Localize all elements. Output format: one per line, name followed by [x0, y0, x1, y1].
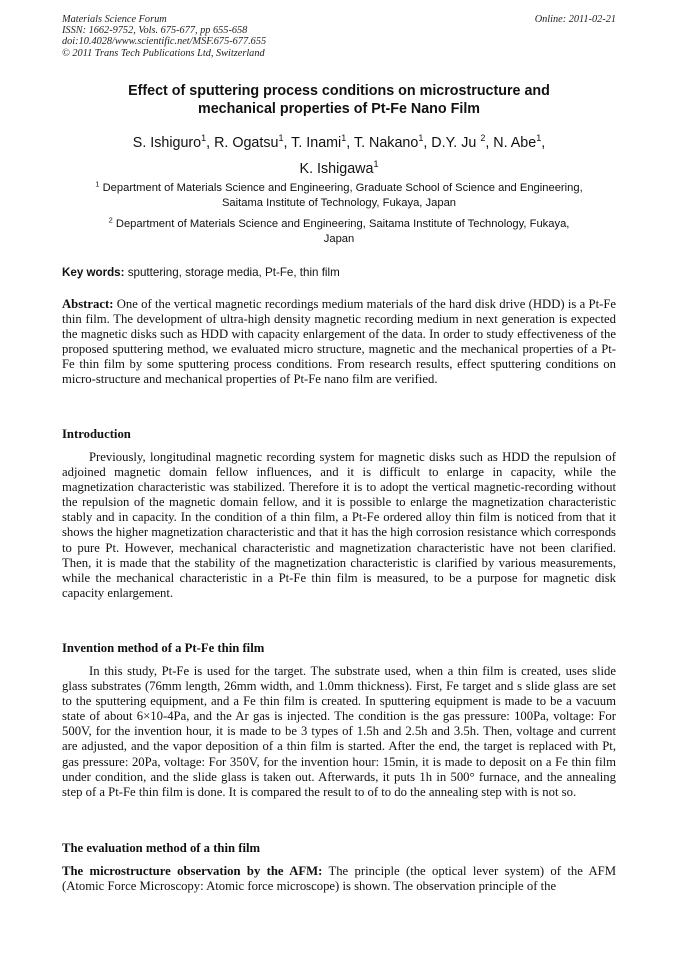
- author-affiliation-mark: 1: [278, 133, 284, 144]
- evaluation-heading: The evaluation method of a thin film: [62, 841, 261, 855]
- author-affiliation-mark: 1: [418, 133, 424, 144]
- author: D.Y. Ju: [431, 135, 477, 151]
- author-affiliation-mark: 2: [480, 133, 486, 144]
- introduction-heading: Introduction: [62, 427, 131, 441]
- author: S. Ishiguro: [132, 135, 202, 151]
- author: R. Ogatsu: [214, 135, 279, 151]
- journal-issn: ISSN: 1662-9752, Vols. 675-677, pp 655-658: [62, 25, 248, 37]
- affiliation-number: 2: [108, 215, 113, 225]
- title-line-2: mechanical properties of Pt-Fe Nano Film: [197, 101, 481, 117]
- author-list: [62, 130, 616, 182]
- author: K. Ishigawa: [299, 161, 374, 177]
- journal-doi: doi:10.4028/www.scientific.net/MSF.675-677.655: [62, 36, 267, 48]
- introduction-text: Previously, longitudinal magnetic recording system for magnetic disks such as HDD the repulsion of adjoined magnetic domain fellow influences, and it is difficult to enlarge in capacity, while the magnetization characteristic was stabilized. Therefore it is to adopt the vertical magnetic-recording without the repulsion of the magnetic domain fellow, and it is possible to enlarge the magnetization characteristic stably and in capacity. In the condition of a thin film, a Pt-Fe ordered alloy thin film is noticed from that it shows the higher magnetization characteristic and that it has the high corrosion resistance which corresponds to pure Pt. However, mechanical characteristic and magnetization characteristic have not been clarified. Then, it is made that the stability of the magnetization characteristic is clarified by various measurements, while the mechanical characteristic in a Pt-Fe thin film is measured, to be a purpose for magnetic disk capacity enlargement.: [62, 450, 616, 600]
- abstract: [62, 297, 616, 388]
- title-line-1: Effect of sputtering process conditions on microstructure and: [128, 83, 550, 99]
- author-affiliation-mark: 1: [373, 159, 379, 170]
- affiliation-2: [62, 217, 616, 246]
- abstract-label: Abstract:: [62, 297, 114, 311]
- affiliation-1: [62, 181, 616, 210]
- journal-copyright: © 2011 Trans Tech Publications Ltd, Switzerland: [62, 47, 265, 59]
- invention-text: In this study, Pt-Fe is used for the target. The substrate used, when a thin film is created, uses slide glass substrates (76mm length, 26mm width, and 1.0mm thickness). First, Fe target and s slide glass are set to the sputtering equipment, and a Fe thin film is created. In sputtering equipment is made to be a vacuum state of about 6×10-4Pa, and the Ar gas is injected. The condition is the gas pressure: 100Pa, voltage: For 500V, for the invention hour, it is made to be 3 types of 1.5h and 2.5h and 3.5h. Then, voltage and current are adjusted, and the vapor deposition of a thin film is started. After the end, the target is replaced with Pt, gas pressure: 20Pa, voltage: For 350V, for the invention hour: 15min, it is made to deposit on a Fe thin film under condition, and the slide glass is taken out. Afterwards, it puts 1h in 500° furnace, and the annealing step of a Pt-Fe thin film is done. It is compared the result to of to do the annealing step with is not so.: [62, 664, 616, 799]
- author-affiliation-mark: 1: [341, 133, 347, 144]
- evaluation-body: The principle (the optical lever system) of the AFM (Atomic Force Microscopy: Atomic force microscope) is shown. The observation principle of the: [62, 864, 616, 894]
- invention-heading: Invention method of a Pt-Fe thin film: [62, 641, 265, 655]
- affiliation-line: Department of Materials Science and Engineering, Graduate School of Science and Engineering,: [102, 182, 583, 194]
- keywords-text: sputtering, storage media, Pt-Fe, thin film: [127, 266, 340, 279]
- online-date: Online: 2011-02-21: [534, 14, 616, 25]
- affiliation-line: Saitama Institute of Technology, Fukaya, Japan: [221, 196, 457, 209]
- author: N. Abe: [493, 135, 537, 151]
- affiliation-line: Japan: [323, 232, 355, 245]
- paper-title: [62, 82, 616, 118]
- journal-header: [62, 14, 616, 59]
- journal-name: Materials Science Forum: [62, 14, 167, 25]
- author-affiliation-mark: 1: [536, 133, 542, 144]
- author: T. Nakano: [353, 135, 419, 151]
- author: T. Inami: [291, 135, 342, 151]
- evaluation-text: [62, 864, 616, 894]
- author-line-1: S. Ishiguro$^1$, R. Ogatsu$^1$, T. Inami$^1$, T. Nakano$^1$, D.Y. Ju $^2$, N. Abe$^1$,: [132, 133, 546, 151]
- keywords-label: Key words:: [62, 266, 125, 279]
- affiliation-number: 1: [95, 179, 100, 189]
- author-line-2: [62, 156, 616, 182]
- keywords: [62, 265, 616, 280]
- evaluation-label: The microstructure observation by the AFM:: [62, 864, 323, 878]
- author-affiliation-mark: 1: [201, 133, 207, 144]
- abstract-text: One of the vertical magnetic recordings medium materials of the hard disk drive (HDD) is a Pt-Fe thin film. The development of ultra-high density magnetic recording medium in next generation is expected the magnetic disks such as HDD with capacity enlargement of the data. In order to study effectiveness of the proposed sputtering method, we evaluated micro structure, magnetic and the mechanical properties of a Pt-Fe thin film by some sputtering process conditions. From research results, effect sputtering conditions on micro-structure and mechanical properties of Pt-Fe nano film are verified.: [62, 297, 617, 387]
- affiliation-line: Department of Materials Science and Engineering, Saitama Institute of Technology, Fukaya,: [115, 218, 570, 230]
